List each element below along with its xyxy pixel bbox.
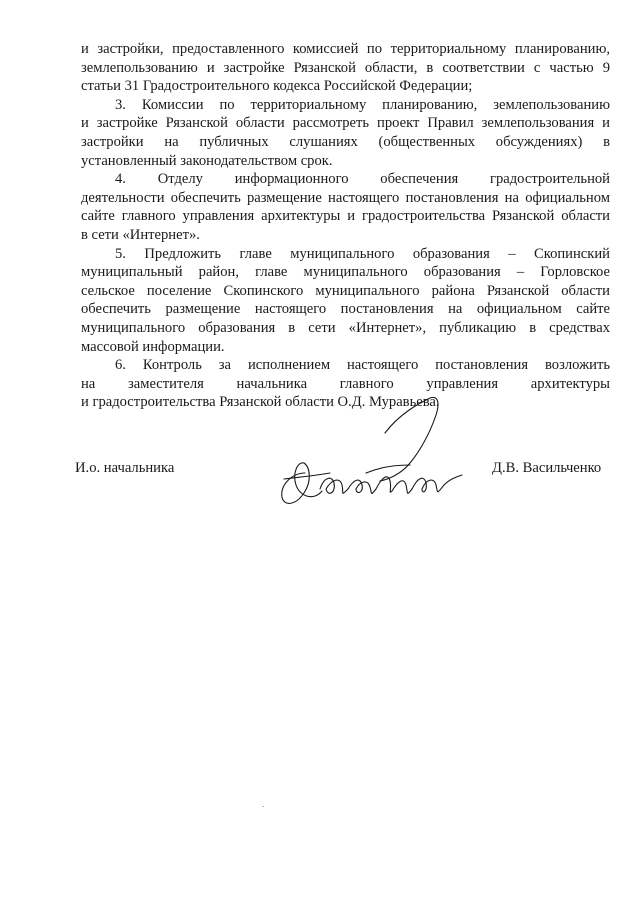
text-line: землепользованию и застройке Рязанской области, в соответствии с частью 9 <box>81 59 610 76</box>
scan-speck <box>262 806 264 807</box>
signature-strokes <box>282 397 462 503</box>
handwritten-signature <box>270 393 470 511</box>
text-line: 3. Комиссии по территориальному планированию, землепользованию <box>115 96 610 113</box>
text-line: и застройки, предоставленного комиссией по территориальному планированию, <box>81 41 610 57</box>
paragraph-item-5 <box>81 245 610 357</box>
paragraph-item-4 <box>81 170 610 244</box>
text-line: муниципального образования в сети «Интернет», публикацию в средствах <box>81 319 610 336</box>
paragraph-continuation <box>81 40 610 96</box>
text-line: 4. Отделу информационного обеспечения градостроительной <box>115 171 610 188</box>
paragraph-item-3 <box>81 96 610 170</box>
signatory-name: Д.В. Васильченко <box>492 460 602 476</box>
text-line: 5. Предложить главе муниципального образования – Скопинский <box>115 245 610 262</box>
text-line: и застройке Рязанской области рассмотреть проект Правил землепользования и <box>81 115 610 132</box>
text-line: деятельности обеспечить размещение настоящего постановления на официальном <box>81 189 610 206</box>
text-line: массовой информации. <box>81 338 225 355</box>
text-line: сайте главного управления архитектуры и градостроительства Рязанской области <box>81 208 610 225</box>
text-line: на заместителя начальника главного управления архитектуры <box>81 375 610 392</box>
document-body <box>81 40 610 412</box>
text-line: в сети «Интернет». <box>81 226 200 243</box>
signatory-position: И.о. начальника <box>75 460 175 476</box>
text-line: 6. Контроль за исполнением настоящего постановления возложить <box>115 357 610 374</box>
text-line: обеспечить размещение настоящего постановления на официальном сайте <box>81 301 610 318</box>
text-line: сельское поселение Скопинского муниципального района Рязанской области <box>81 282 610 299</box>
text-line: застройки на публичных слушаниях (общественных обсуждениях) в <box>81 133 610 150</box>
text-line: муниципальный район, главе муниципального образования – Горловское <box>81 264 610 281</box>
text-line: установленный законодательством срок. <box>81 152 333 169</box>
text-line: статьи 31 Градостроительного кодекса Российской Федерации; <box>81 78 473 95</box>
text-line: и градостроительства Рязанской области О.Д. Муравьева. <box>81 394 440 411</box>
